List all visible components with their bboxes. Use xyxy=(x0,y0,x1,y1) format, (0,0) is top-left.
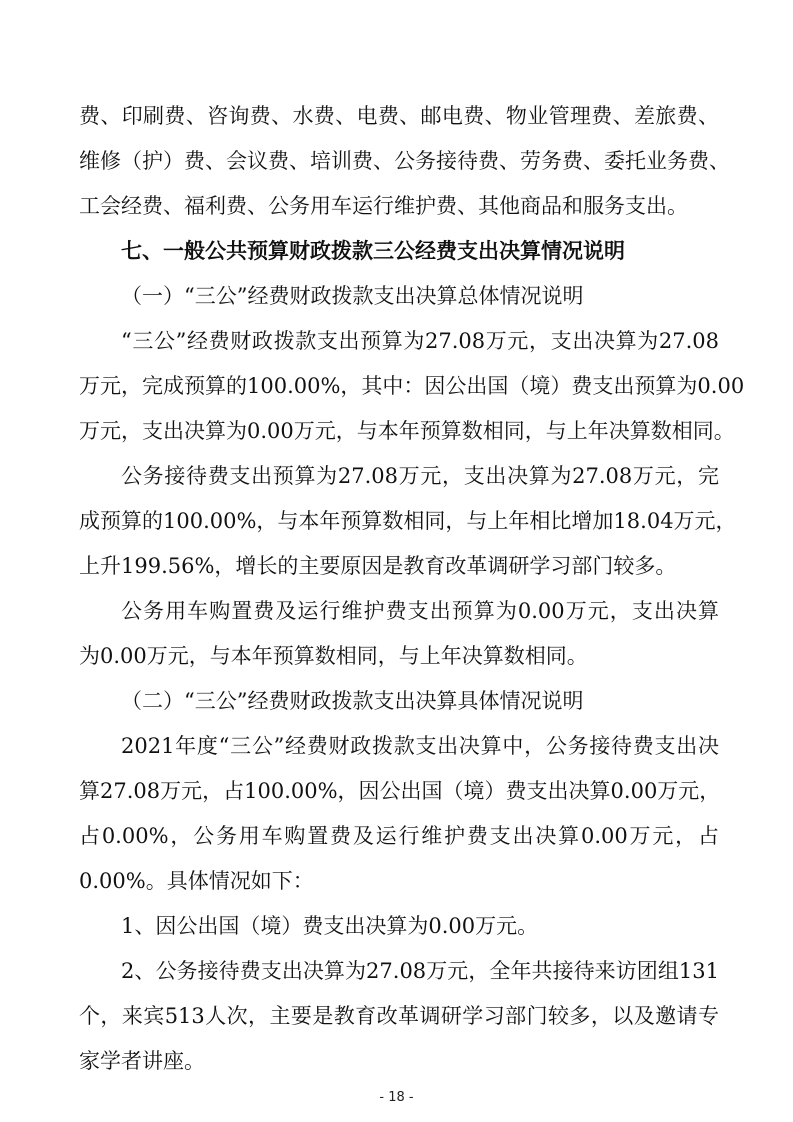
text-line: 2、公务接待费支出决算为27.08万元，全年共接待来访团组131 xyxy=(121,959,719,983)
text-line: 算27.08万元，占100.00%，因公出国（境）费支出决算0.00万元， xyxy=(79,779,721,803)
text-line: 公务接待费支出预算为27.08万元，支出决算为27.08万元，完 xyxy=(121,464,719,488)
text-line: 1、因公出国（境）费支出决算为0.00万元。 xyxy=(121,914,539,938)
text-line: 万元，完成预算的100.00%，其中：因公出国（境）费支出预算为0.00 xyxy=(79,374,745,398)
subsection-heading: （一）“三公”经费财政拨款支出决算总体情况说明 xyxy=(121,284,584,308)
text-line: 占0.00%，公务用车购置费及运行维护费支出决算0.00万元，占 xyxy=(79,824,719,848)
text-line: “三公”经费财政拨款支出预算为27.08万元，支出决算为27.08 xyxy=(121,329,719,353)
text-line: 成预算的100.00%，与本年预算数相同，与上年相比增加18.04万元， xyxy=(79,509,737,533)
text-line: 个，来宾513人次，主要是教育改革调研学习部门较多，以及邀请专 xyxy=(79,1004,719,1028)
page-number: - 18 - xyxy=(379,1090,414,1105)
text-line: 0.00%。具体情况如下： xyxy=(79,869,314,893)
text-line: 2021年度“三公”经费财政拨款支出决算中，公务接待费支出决 xyxy=(121,734,719,758)
text-line: 上升199.56%，增长的主要原因是教育改革调研学习部门较多。 xyxy=(79,554,677,578)
text-line: 万元，支出决算为0.00万元，与本年预算数相同，与上年决算数相同。 xyxy=(79,419,735,443)
text-line: 为0.00万元，与本年预算数相同，与上年决算数相同。 xyxy=(79,644,588,668)
subsection-heading: （二）“三公”经费财政拨款支出决算具体情况说明 xyxy=(121,689,584,713)
text-line: 家学者讲座。 xyxy=(79,1049,205,1073)
text-line: 公务用车购置费及运行维护费支出预算为0.00万元，支出决算 xyxy=(121,599,719,623)
text-line: 工会经费、福利费、公务用车运行维护费、其他商品和服务支出。 xyxy=(79,194,688,218)
section-heading: 七、一般公共预算财政拨款三公经费支出决算情况说明 xyxy=(121,238,625,263)
text-line: 维修（护）费、会议费、培训费、公务接待费、劳务费、委托业务费、 xyxy=(79,149,730,173)
text-line: 费、印刷费、咨询费、水费、电费、邮电费、物业管理费、差旅费、 xyxy=(79,104,719,128)
